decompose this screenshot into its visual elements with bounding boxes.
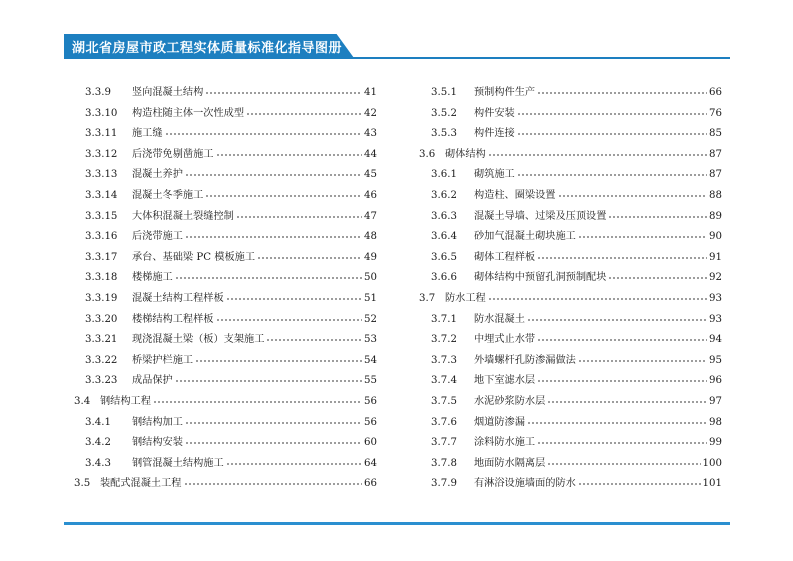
toc-dot-leader	[488, 290, 707, 302]
toc-entry-page: 56	[364, 395, 377, 407]
toc-dot-leader	[608, 269, 707, 281]
toc-entry-number: 3.3.9	[85, 87, 111, 98]
toc-entry-number: 3.6.4	[431, 231, 457, 243]
toc-entry-title: 钢结构安装	[132, 437, 183, 449]
toc-entry[interactable]	[74, 454, 377, 475]
toc-entry-number: 3.6.2	[431, 189, 457, 201]
toc-entry-title: 后浇带免剔凿施工	[132, 148, 214, 160]
toc-entry-title: 装配式混凝土工程	[100, 478, 182, 490]
toc-entry-number: 3.5.2	[431, 107, 457, 119]
toc-entry-title: 现浇混凝土梁（板）支架施工	[132, 334, 265, 346]
toc-entry-title: 砌筑施工	[474, 169, 515, 181]
toc-dot-leader	[226, 455, 362, 467]
toc-entry[interactable]	[419, 268, 722, 289]
toc-entry-page: 92	[709, 272, 722, 284]
toc-entry-page: 48	[364, 231, 377, 243]
toc-dot-leader	[527, 311, 707, 323]
toc-dot-leader	[547, 393, 707, 405]
toc-entry-title: 大体积混凝土裂缝控制	[132, 210, 234, 222]
toc-entry[interactable]	[419, 248, 722, 269]
toc-entry-number: 3.4.3	[85, 457, 111, 469]
toc-entry-title: 预制构件生产	[474, 87, 536, 98]
toc-entry-page: 76	[709, 107, 722, 119]
toc-entry[interactable]	[419, 289, 722, 310]
toc-entry-page: 98	[709, 416, 722, 428]
toc-dot-leader	[517, 125, 707, 137]
toc-entry-title: 砂加气混凝土砌块施工	[474, 231, 576, 243]
toc-entry-number: 3.5.1	[431, 87, 457, 98]
toc-dot-leader	[226, 290, 362, 302]
toc-entry[interactable]	[419, 351, 722, 372]
toc-entry-title: 防水工程	[445, 292, 486, 304]
toc-dot-leader	[236, 208, 362, 220]
toc-entry[interactable]	[74, 289, 377, 310]
toc-entry-number: 3.6.3	[431, 210, 457, 222]
toc-entry-number: 3.3.22	[85, 354, 118, 366]
toc-entry-page: 90	[709, 231, 722, 243]
toc-entry-number: 3.3.15	[85, 210, 118, 222]
toc-column-right	[419, 83, 722, 495]
toc-entry-title: 砌体工程样板	[474, 251, 536, 263]
toc-entry-title: 外墙螺杆孔防渗漏做法	[474, 354, 576, 366]
toc-entry[interactable]	[419, 371, 722, 392]
toc-dot-leader	[175, 269, 362, 281]
toc-entry-number: 3.7.4	[431, 375, 457, 387]
toc-dot-leader	[185, 166, 362, 178]
toc-entry[interactable]	[419, 207, 722, 228]
toc-entry[interactable]	[74, 392, 377, 413]
toc-entry-number: 3.3.20	[85, 313, 118, 325]
toc-entry-title: 桥梁护栏施工	[132, 354, 194, 366]
toc-entry-page: 93	[709, 313, 722, 325]
toc-dot-leader	[185, 434, 362, 446]
toc-entry[interactable]	[419, 104, 722, 125]
toc-entry[interactable]	[419, 474, 722, 495]
toc-dot-leader	[537, 331, 707, 343]
toc-column-left	[74, 83, 377, 495]
toc-entry[interactable]	[74, 207, 377, 228]
toc-entry[interactable]	[419, 227, 722, 248]
toc-entry-title: 构造柱随主体一次性成型	[132, 107, 245, 119]
toc-entry-page: 49	[364, 251, 377, 263]
footer-rule	[64, 522, 730, 525]
toc-entry-page: 54	[364, 354, 377, 366]
toc-entry[interactable]	[74, 145, 377, 166]
toc-entry[interactable]	[74, 351, 377, 372]
toc-entry[interactable]	[419, 124, 722, 145]
toc-dot-leader	[165, 125, 362, 137]
toc-dot-leader	[537, 249, 707, 261]
toc-entry-page: 101	[702, 478, 722, 490]
toc-entry[interactable]	[74, 104, 377, 125]
toc-entry-page: 99	[709, 437, 722, 449]
toc-dot-leader	[257, 249, 362, 261]
toc-entry-number: 3.6.1	[431, 169, 457, 181]
toc-entry-number: 3.4.2	[85, 437, 111, 449]
toc-entry-title: 涂料防水施工	[474, 437, 536, 449]
toc-dot-leader	[578, 228, 707, 240]
toc-entry[interactable]	[74, 165, 377, 186]
toc-entry-number: 3.3.11	[85, 128, 118, 140]
toc-entry-title: 水泥砂浆防水层	[474, 395, 546, 407]
toc-dot-leader	[608, 208, 707, 220]
toc-entry-number: 3.3.16	[85, 231, 118, 243]
toc-entry-number: 3.3.23	[85, 375, 118, 387]
toc-entry[interactable]	[419, 433, 722, 454]
toc-entry-number: 3.7.9	[431, 478, 457, 490]
toc-entry[interactable]	[419, 413, 722, 434]
toc-entry[interactable]	[74, 124, 377, 145]
toc-entry-number: 3.7	[419, 292, 436, 304]
toc-entry-page: 55	[364, 375, 377, 387]
toc-dot-leader	[537, 84, 707, 96]
toc-entry-page: 51	[364, 292, 377, 304]
toc-entry-page: 44	[364, 148, 377, 160]
toc-entry-title: 成品保护	[132, 375, 173, 387]
toc-entry[interactable]	[74, 330, 377, 351]
toc-entry[interactable]	[419, 454, 722, 475]
toc-entry[interactable]	[419, 392, 722, 413]
toc-entry-title: 施工缝	[132, 128, 163, 140]
toc-entry[interactable]	[74, 310, 377, 331]
toc-entry-number: 3.3.17	[85, 251, 118, 263]
toc-dot-leader	[216, 146, 363, 158]
toc-dot-leader	[537, 372, 707, 384]
toc-entry-title: 后浇带施工	[132, 231, 183, 243]
toc-dot-leader	[578, 352, 707, 364]
toc-entry-number: 3.6	[419, 148, 436, 160]
toc-entry-title: 混凝土导墙、过梁及压顶设置	[474, 210, 607, 222]
toc-entry-page: 66	[364, 478, 377, 490]
toc-entry[interactable]	[74, 371, 377, 392]
toc-entry[interactable]	[74, 413, 377, 434]
toc-entry-number: 3.7.2	[431, 334, 457, 346]
toc-entry[interactable]	[419, 83, 722, 104]
toc-entry-number: 3.3.19	[85, 292, 118, 304]
toc-entry-page: 53	[364, 334, 377, 346]
toc-dot-leader	[558, 187, 708, 199]
toc-entry-title: 钢管混凝土结构施工	[132, 457, 224, 469]
toc-dot-leader	[175, 372, 362, 384]
toc-dot-leader	[153, 393, 362, 405]
page-title: 湖北省房屋市政工程实体质量标准化指导图册	[72, 41, 343, 56]
toc-entry-page: 100	[702, 457, 722, 469]
toc-dot-leader	[537, 434, 707, 446]
toc-entry-page: 95	[709, 354, 722, 366]
toc-entry-number: 3.7.3	[431, 354, 457, 366]
toc-entry-title: 构件连接	[474, 128, 515, 140]
toc-entry-number: 3.7.5	[431, 395, 457, 407]
toc-entry-title: 混凝土冬季施工	[132, 189, 204, 201]
toc-entry-number: 3.5	[74, 478, 91, 490]
toc-dot-leader	[517, 166, 707, 178]
toc-entry-title: 防水混凝土	[474, 313, 525, 325]
toc-entry-number: 3.4	[74, 395, 91, 407]
toc-dot-leader	[205, 84, 362, 96]
toc-entry-title: 承台、基础梁 PC 模板施工	[132, 251, 256, 263]
toc-entry-page: 96	[709, 375, 722, 387]
toc-entry-page: 52	[364, 313, 377, 325]
toc-dot-leader	[488, 146, 707, 158]
toc-entry-title: 混凝土养护	[132, 169, 183, 181]
toc-entry[interactable]	[74, 474, 377, 495]
toc-entry-page: 56	[364, 416, 377, 428]
toc-dot-leader	[527, 414, 707, 426]
toc-entry-page: 46	[364, 189, 377, 201]
toc-entry-title: 竖向混凝土结构	[132, 87, 204, 98]
toc-entry-number: 3.6.5	[431, 251, 457, 263]
toc-entry-number: 3.3.12	[85, 148, 118, 160]
toc-dot-leader	[205, 187, 362, 199]
toc-dot-leader	[517, 105, 707, 117]
toc-entry-page: 97	[709, 395, 722, 407]
toc-dot-leader	[195, 352, 362, 364]
toc-dot-leader	[547, 455, 700, 467]
toc-dot-leader	[185, 414, 362, 426]
toc-entry-page: 50	[364, 272, 377, 284]
toc-entry-page: 87	[709, 148, 722, 160]
toc-entry-page: 47	[364, 210, 377, 222]
toc-entry-number: 3.3.10	[85, 107, 118, 119]
header-rule	[64, 57, 730, 59]
toc-entry[interactable]	[74, 186, 377, 207]
toc-entry[interactable]	[419, 310, 722, 331]
toc-entry-page: 64	[364, 457, 377, 469]
toc-entry-page: 42	[364, 107, 377, 119]
toc-entry-page: 87	[709, 169, 722, 181]
toc-entry-number: 3.7.7	[431, 437, 457, 449]
toc-entry-page: 93	[709, 292, 722, 304]
toc-entry[interactable]	[419, 145, 722, 166]
toc-dot-leader	[185, 228, 362, 240]
toc-entry-page: 85	[709, 128, 722, 140]
toc-entry[interactable]	[74, 433, 377, 454]
toc-entry[interactable]	[74, 268, 377, 289]
toc-entry-title: 烟道防渗漏	[474, 416, 525, 428]
toc-entry-number: 3.6.6	[431, 272, 457, 284]
toc-entry-title: 中埋式止水带	[474, 334, 536, 346]
toc-entry-number: 3.7.1	[431, 313, 457, 325]
toc-entry-page: 88	[709, 189, 722, 201]
toc-dot-leader	[216, 311, 363, 323]
toc-entry-title: 地下室滤水层	[474, 375, 536, 387]
toc-entry-title: 砌体结构中预留孔洞预制配块	[474, 272, 607, 284]
toc-entry-page: 41	[364, 87, 377, 98]
toc-entry[interactable]	[419, 165, 722, 186]
toc-entry-number: 3.3.21	[85, 334, 118, 346]
toc-entry-title: 钢结构加工	[132, 416, 183, 428]
toc-entry-number: 3.4.1	[85, 416, 111, 428]
toc-entry-title: 钢结构工程	[100, 395, 151, 407]
toc-entry-title: 地面防水隔离层	[474, 457, 546, 469]
toc-entry-title: 楼梯结构工程样板	[132, 313, 214, 325]
toc-entry-title: 楼梯施工	[132, 272, 173, 284]
toc-entry-title: 混凝土结构工程样板	[132, 292, 224, 304]
toc-entry-page: 43	[364, 128, 377, 140]
toc-entry-page: 91	[709, 251, 722, 263]
toc-entry-number: 3.7.8	[431, 457, 457, 469]
toc-entry-title: 有淋浴设施墙面的防水	[474, 478, 576, 490]
toc-entry-number: 3.5.3	[431, 128, 457, 140]
toc-entry-title: 构件安装	[474, 107, 515, 119]
toc-entry-page: 94	[709, 334, 722, 346]
toc-entry-title: 构造柱、圈梁设置	[474, 189, 556, 201]
toc-entry-number: 3.3.14	[85, 189, 118, 201]
toc-entry-number: 3.7.6	[431, 416, 457, 428]
toc-entry-page: 66	[709, 87, 722, 98]
toc-dot-leader	[266, 331, 362, 343]
toc-entry-number: 3.3.18	[85, 272, 118, 284]
toc-dot-leader	[184, 475, 363, 487]
toc-entry[interactable]	[74, 248, 377, 269]
toc-dot-leader	[246, 105, 362, 117]
toc-entry-page: 60	[364, 437, 377, 449]
toc-entry-page: 89	[709, 210, 722, 222]
toc-dot-leader	[578, 475, 701, 487]
toc-entry-title: 砌体结构	[445, 148, 486, 160]
toc-entry[interactable]	[419, 330, 722, 351]
toc-entry[interactable]	[74, 227, 377, 248]
toc-entry-number: 3.3.13	[85, 169, 118, 181]
toc-entry[interactable]	[74, 83, 377, 104]
toc-entry-page: 45	[364, 169, 377, 181]
toc-entry[interactable]	[419, 186, 722, 207]
